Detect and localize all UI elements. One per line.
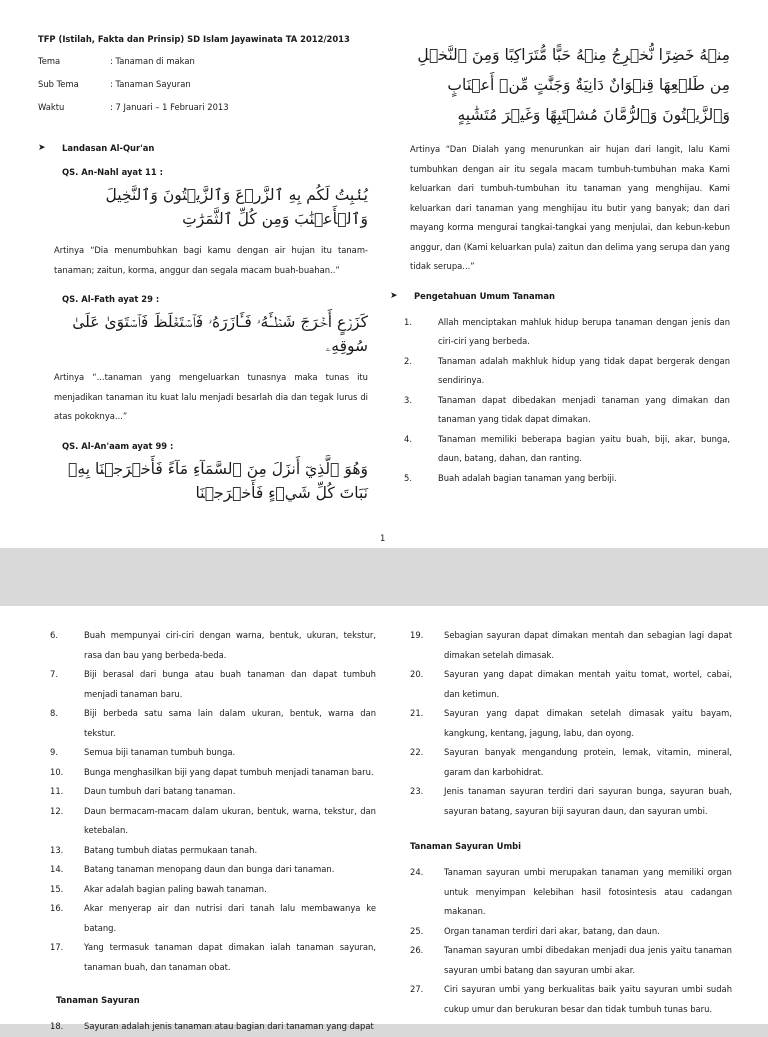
list-item: 5. Buah adalah bagian tanaman yang berbiji. [404,472,617,483]
ayat-label-an-nahl: QS. An-Nahl ayat 11 : [62,167,163,177]
meta-value: : 7 Januari – 1 Februari 2013 [110,102,229,112]
list-item: 13. Batang tumbuh diatas permukaan tanah. [50,844,258,855]
meta-value: : Tanaman di makan [110,56,195,66]
numbered-list-6-17 [44,626,376,977]
arabic-verse-an-nahl: يُنۢبِتُ لَكُم بِهِ ٱلزَّرۡعَ وَٱلزَّيۡتُونَ وَٱلنَّخِيلَ وَٱلۡأَعۡنَٰبَ وَمِن كُلِّ ٱلثَّمَرَٰتِ [105,186,368,228]
section-landasan [38,141,368,155]
meta-value: : Tanaman Sayuran [110,79,191,89]
list-item: 4. Tanaman memiliki beberapa bagian yaitu buah, biji, akar, bunga, daun, batang, dahan, dan ranting. [404,433,730,463]
list-item: 26. Tanaman sayuran umbi dibedakan menjadi dua jenis yaitu tanaman sayuran umbi batang dan sayuran umbi akar. [410,945,732,975]
list-item: 23. Jenis tanaman sayuran terdiri dari sayuran bunga, sayuran buah, sayuran batang, sayuran biji sayuran daun, dan sayuran umbi. [410,786,732,816]
translation-an-nahl: Artinya “Dia menumbuhkan bagi kamu dengan air hujan itu tanam-tanaman; zaitun, korma, anggur dan segala macam buah-buahan..” [54,245,368,275]
list-item: 25. Organ tanaman terdiri dari akar, batang, dan daun. [410,925,660,936]
meta-key: Waktu [38,102,65,112]
document-title: TFP (Istilah, Fakta dan Prinsip) SD Islam Jayawinata TA 2012/2013 [38,34,350,44]
arabic-verse-al-anaam: وَهُوَ ٱلَّذِيٓ أَنزَلَ مِنَ ٱلسَّمَآءِ مَآءً فَأَخۡرَجۡنَا بِهِۦ نَبَاتَ كُلِّ شَيۡءٍ فَأَخۡرَجۡنَا [68,459,368,502]
arabic-verse-al-anaam-continued: مِنۡهُ خَضِرًا نُّخۡرِجُ مِنۡهُ حَبًّا مُّتَرَاكِبًا وَمِنَ ٱلنَّخۡلِ مِن طَلۡعِهَا قِنۡوَانٌ دَانِيَةٌ وَجَنَّٰتٍ مِّنۡ أَعۡنَابٍ وَٱلزَّيۡتُونَ وَٱلرُّمَّانَ مُشۡتَبِهًا وَغَيۡرَ مُتَشَٰبِهٍ [417,46,730,124]
section-pengetahuan [390,289,730,303]
subheading-tanaman-sayuran-umbi: Tanaman Sayuran Umbi [410,841,522,851]
list-item: 6. Buah mempunyai ciri-ciri dengan warna, bentuk, ukuran, tekstur, rasa dan bau yang berbeda-beda. [50,630,376,660]
arrow-bullet-icon: ➤ [390,290,398,301]
meta-row-waktu [38,100,368,115]
list-item: 14. Batang tanaman menopang daun dan bunga dari tanaman. [50,864,335,874]
meta-row-subtema [38,77,368,92]
list-item: 7. Biji berasal dari bunga atau buah tanaman dan dapat tumbuh menjadi tanaman baru. [50,669,376,699]
right-column-page-1 [390,36,730,488]
list-item: 17. Yang termasuk tanaman dapat dimakan ialah tanaman sayuran, tanaman buah, dan tanaman obat. [50,942,376,972]
list-item: 9. Semua biji tanaman tumbuh bunga. [50,747,236,757]
page-number: 1 [380,533,386,543]
list-item: 22. Sayuran banyak mengandung protein, lemak, vitamin, mineral, garam dan karbohidrat. [410,747,732,777]
list-item: 2. Tanaman adalah makhluk hidup yang tidak dapat bergerak dengan sendirinya. [404,355,730,385]
right-column-page-2 [404,626,732,1019]
arrow-bullet-icon: ➤ [38,143,46,153]
list-item: 3. Tanaman dapat dibedakan menjadi tanaman yang dimakan dan tanaman yang tidak dapat dimakan. [404,394,730,424]
numbered-list-1-5 [398,313,730,489]
list-item: 11. Daun tumbuh dari batang tanaman. [50,786,236,796]
list-item: 16. Akar menyerap air dan nutrisi dari tanah lalu membawanya ke batang. [50,903,376,933]
translation-al-anaam: Artinya “Dan Dialah yang menurunkan air hujan dari langit, lalu Kami tumbuhkan dengan air itu segala macam tumbuh-tumbuhan maka Kami keluarkan dari tumbuh-tumbuhan itu tanaman yang menghijau. Kami keluarkan dari tanaman yang menghijau itu butir yang banyak; dan dari mayang korma mengurai tangkai-tangkai yang menjulai, dan kebun-kebun anggur, dan (Kami keluarkan pula) zaitun dan delima yang serupa dan yang tidak serupa...” [410,144,730,271]
list-item: 18. Sayuran adalah jenis tanaman atau bagian dari tanaman yang dapat [50,1021,374,1031]
meta-key: Sub Tema [38,79,79,89]
list-item: 24. Tanaman sayuran umbi merupakan tanaman yang memiliki organ untuk menyimpan kelebihan hasil fotosintesis atau cadangan makanan. [410,867,732,916]
list-item: 20. Sayuran yang dapat dimakan mentah yaitu tomat, wortel, cabai, dan ketimun. [410,669,732,699]
meta-row-tema [38,54,368,69]
subheading-tanaman-sayuran: Tanaman Sayuran [56,995,140,1005]
list-item: 19. Sebagian sayuran dapat dimakan mentah dan sebagian lagi dapat dimakan setelah dimasak. [410,630,732,660]
list-item: 27. Ciri sayuran umbi yang berkualitas baik yaitu sayuran umbi sudah cukup umur dan berukuran besar dan tidak tumbuh tunas baru. [410,984,732,1014]
list-item: 12. Daun bermacam-macam dalam ukuran, bentuk, warna, tekstur, dan ketebalan. [50,805,376,835]
left-column-page-1 [38,32,368,515]
numbered-list-24-27 [404,863,732,1019]
numbered-list-18 [44,1017,376,1037]
ayat-label-al-fath: QS. Al-Fath ayat 29 : [62,294,160,304]
section-title: Landasan Al-Qur'an [62,143,155,153]
left-column-page-2 [44,626,376,1037]
section-title: Pengetahuan Umum Tanaman [414,290,555,301]
meta-key: Tema [38,56,61,66]
ayat-label-al-anaam: QS. Al-An'aam ayat 99 : [62,440,174,451]
list-item: 8. Biji berbeda satu sama lain dalam ukuran, bentuk, warna dan tekstur. [50,708,376,738]
list-item: 21. Sayuran yang dapat dimakan setelah dimasak yaitu bayam, kangkung, kentang, jagung, labu, dan oyong. [410,708,732,738]
list-item: 1. Allah menciptakan mahluk hidup berupa tanaman dengan jenis dan ciri-ciri yang berbeda. [404,316,730,346]
list-item: 15. Akar adalah bagian paling bawah tanaman. [50,883,267,894]
arabic-verse-al-fath: كَزَرۡعٍ أَخۡرَجَ شَطۡـَٔهُۥ فَـَٔازَرَهُۥ فَٱسۡتَغۡلَظَ فَٱسۡتَوَىٰ عَلَىٰ سُوقِهِۦ [72,313,368,355]
document-page-2 [0,606,768,1031]
numbered-list-19-23 [404,626,732,821]
list-item: 10. Bunga menghasilkan biji yang dapat tumbuh menjadi tanaman baru. [50,766,374,777]
translation-al-fath: Artinya “...tanaman yang mengeluarkan tunasnya maka tunas itu menjadikan tanaman itu kuat lalu menjadi besarlah dia dan tegak lurus di atas pokoknya...” [54,372,368,421]
